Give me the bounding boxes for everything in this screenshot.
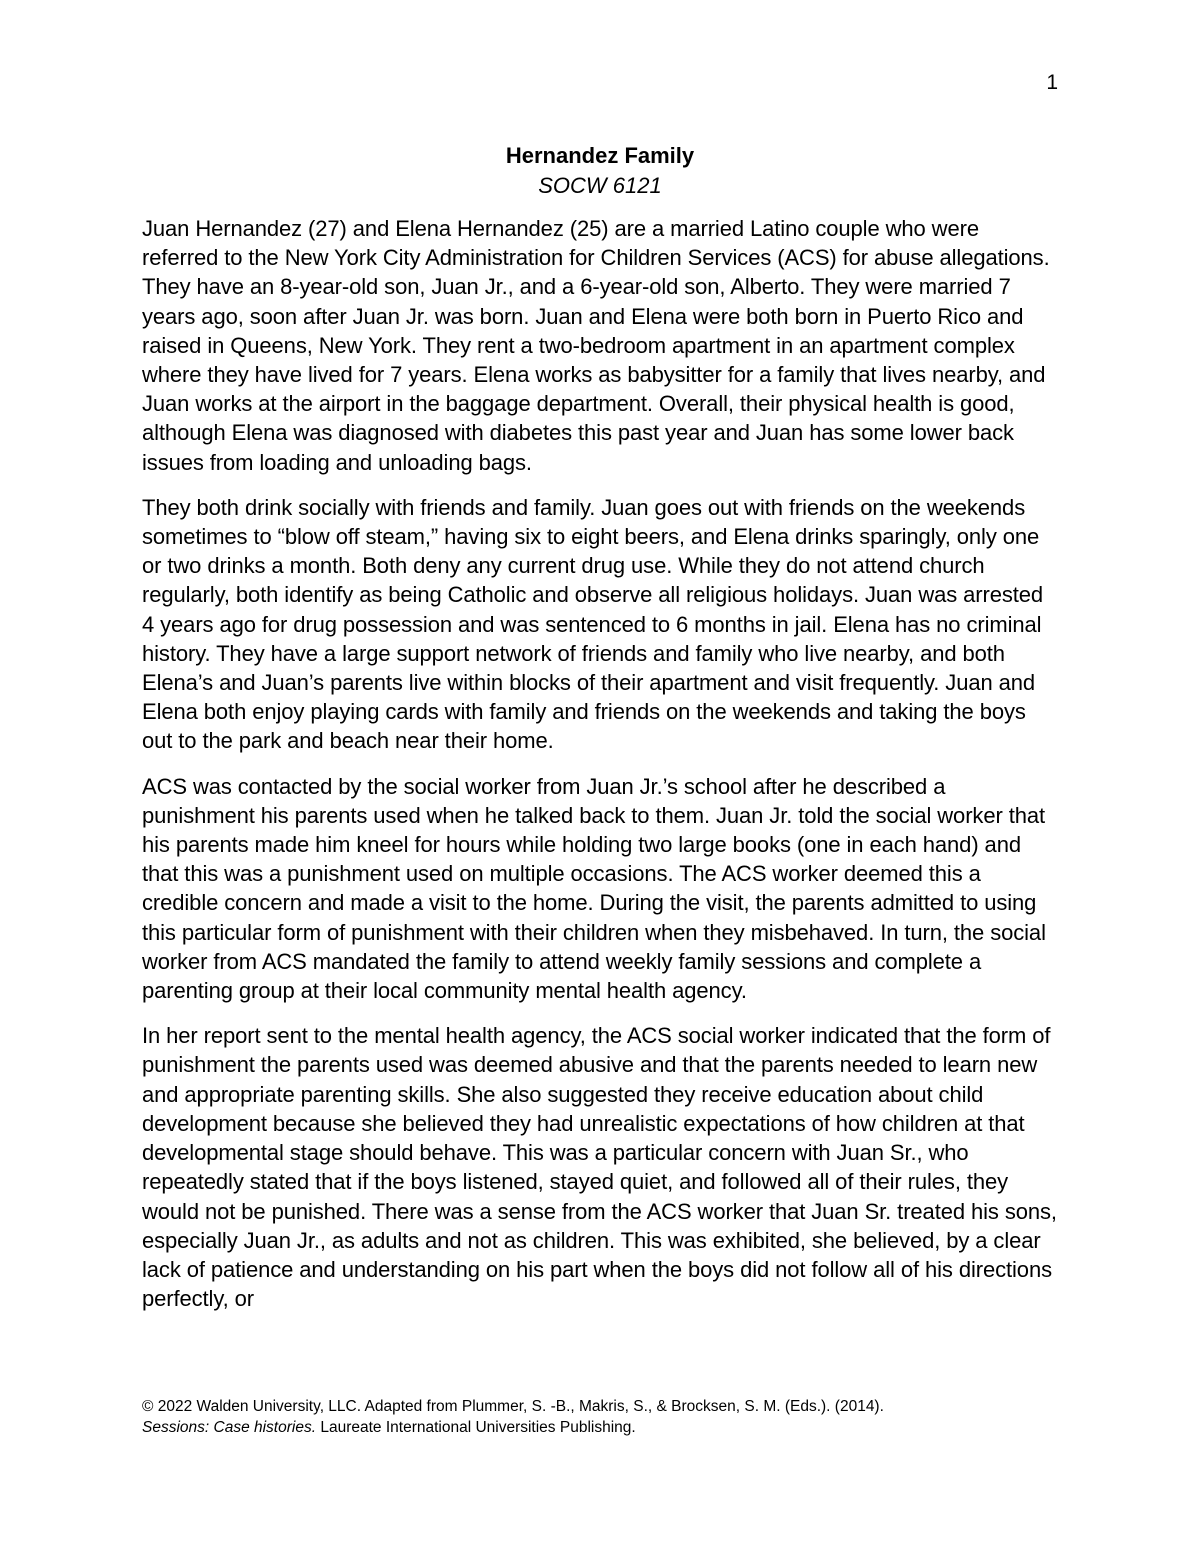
footer-publisher: Laureate International Universities Publishing. [316,1419,636,1436]
course-code: SOCW 6121 [538,173,662,198]
footer-line-2 [142,1417,1058,1438]
paragraph-4: In her report sent to the mental health agency, the ACS social worker indicated that the form of punishment the parents used was deemed abusive and that the parents needed to learn new and appropriate parenting skills. She also suggested they receive education about child development because she believed they had unrealistic expectations of how children at that developmental stage should behave. This was a particular concern with Juan Sr., who repeatedly stated that if the boys listened, stayed quiet, and followed all of their rules, they would not be punished. There was a sense from the ACS worker that Juan Sr. treated his sons, especially Juan Jr., as adults and not as children. This was exhibited, she believed, by a clear lack of patience and understanding on his part when the boys did not follow all of his directions perfectly, or [142,1023,1057,1312]
copyright-footer [142,1396,1058,1438]
document-body [142,214,1058,1329]
footer-source-title: Sessions: Case histories. [142,1419,317,1436]
paragraph-3: ACS was contacted by the social worker from Juan Jr.’s school after he described a punishment his parents used when he talked back to them. Juan Jr. told the social worker that his parents made him kneel for hours while holding two large books (one in each hand) and that this was a punishment used on multiple occasions. The ACS worker deemed this a credible concern and made a visit to the home. During the visit, the parents admitted to using this particular form of punishment with their children when they misbehaved. In turn, the social worker from ACS mandated the family to attend weekly family sessions and complete a parenting group at their local community mental health agency. [142,773,1046,1004]
footer-line-1: © 2022 Walden University, LLC. Adapted from Plummer, S. -B., Makris, S., & Brocksen, S. M. (Eds.). (2014). [142,1398,884,1415]
paragraph-2: They both drink socially with friends and family. Juan goes out with friends on the weekends sometimes to “blow off steam,” having six to eight beers, and Elena drinks sparingly, only one or two drinks a month. Both deny any current drug use. While they do not attend church regularly, both identify as being Catholic and observe all religious holidays. Juan was arrested 4 years ago for drug possession and was sentenced to 6 months in jail. Elena has no criminal history. They have a large support network of friends and family who live nearby, and both Elena’s and Juan’s parents live within blocks of their apartment and visit frequently. Juan and Elena both enjoy playing cards with family and friends on the weekends and taking the boys out to the park and beach near their home. [142,494,1044,754]
document-header [142,141,1058,201]
document-title: Hernandez Family [505,143,695,168]
page-number: 1 [1046,71,1058,94]
paragraph-1: Juan Hernandez (27) and Elena Hernandez (25) are a married Latino couple who were referred to the New York City Administration for Children Services (ACS) for abuse allegations. They have an 8-year-old son, Juan Jr., and a 6-year-old son, Alberto. They were married 7 years ago, soon after Juan Jr. was born. Juan and Elena were both born in Puerto Rico and raised in Queens, New York. They rent a two-bedroom apartment in an apartment complex where they have lived for 7 years. Elena works as babysitter for a family that lives nearby, and Juan works at the airport in the baggage department. Overall, their physical health is good, although Elena was diagnosed with diabetes this past year and Juan has some lower back issues from loading and unloading bags. [142,216,1050,475]
